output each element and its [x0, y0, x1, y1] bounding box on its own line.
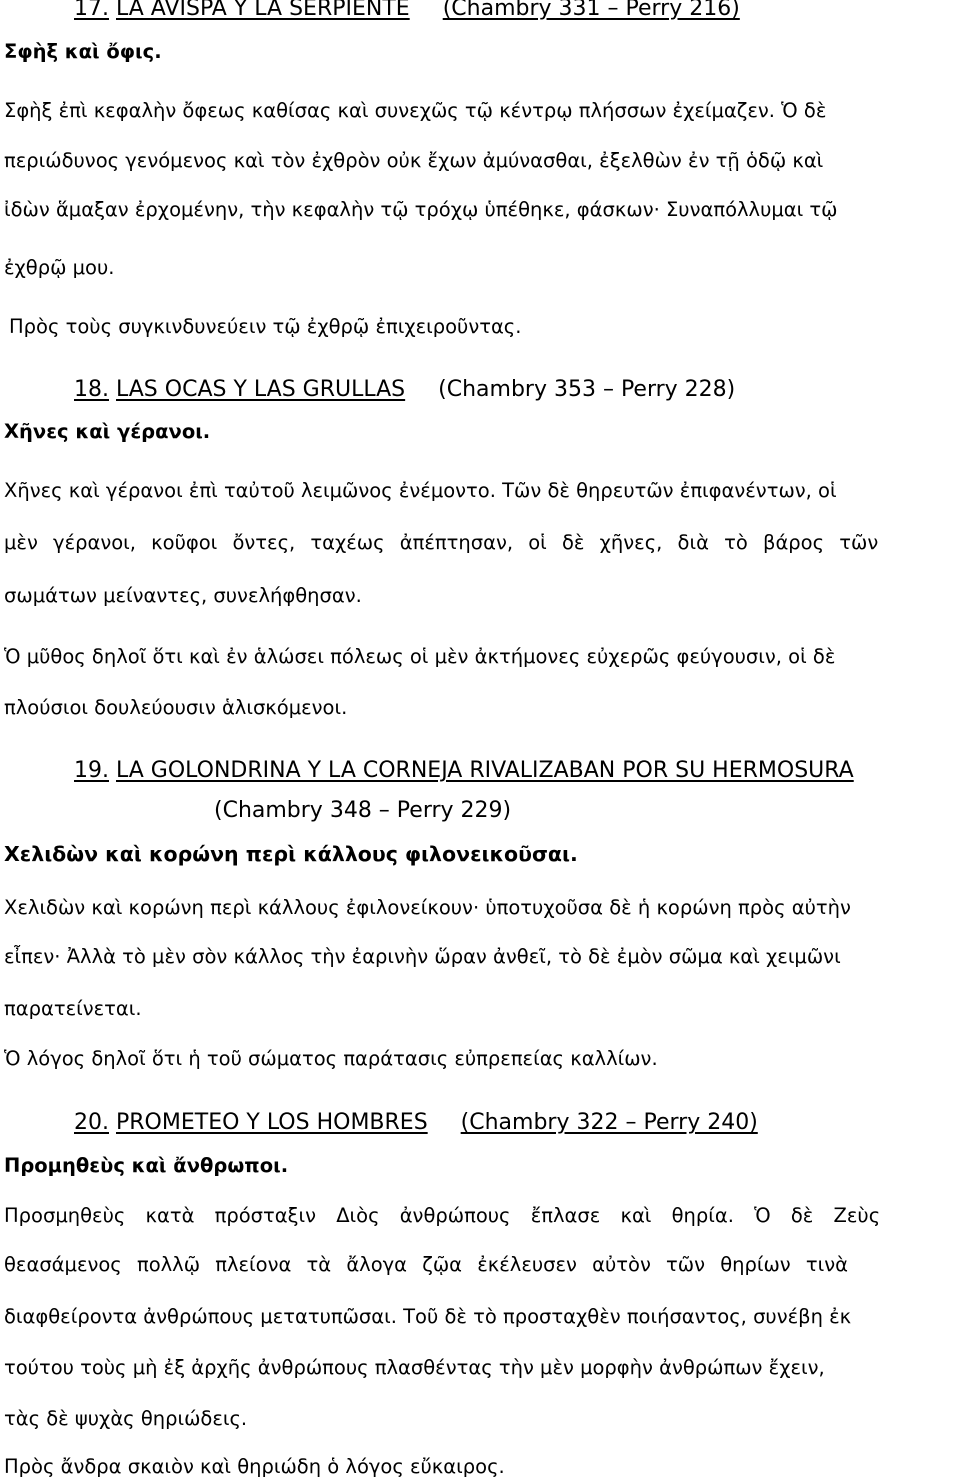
- fable-18-text-line: σωμάτων μείναντες, συνελήφθησαν.: [4, 584, 362, 607]
- fable-20-heading: [74, 1110, 956, 1136]
- fable-19-title: LA GOLONDRINA Y LA CORNEJA RIVALIZABAN POR SU HERMOSURA: [116, 758, 854, 783]
- fable-20-moral: Πρὸς ἄνδρα σκαιὸν καὶ θηριώδη ὁ λόγος εὔκαιρος.: [4, 1455, 505, 1478]
- fable-19-text-line: παρατείνεται.: [4, 997, 142, 1020]
- fable-20-ref: (Chambry 322 – Perry 240): [460, 1110, 758, 1135]
- fable-19-text-line: εἶπεν· Ἀλλὰ τὸ μὲν σὸν κάλλος τὴν ἐαρινὴν ὥραν ἀνθεῖ, τὸ δὲ ἐμὸν σῶμα καὶ χειμῶνι: [4, 945, 841, 968]
- fable-19-text-line: Χελιδὼν καὶ κορώνη περὶ κάλλους ἐφιλονείκουν· ὑποτυχοῦσα δὲ ἡ κορώνη πρὸς αὐτὴν: [4, 896, 851, 919]
- fable-18-ref: (Chambry 353 – Perry 228): [438, 377, 736, 402]
- fable-17-text-line: ἰδὼν ἅμαξαν ἐρχομένην, τὴν κεφαλὴν τῷ τρόχῳ ὑπέθηκε, φάσκων· Συναπόλλυμαι τῷ: [4, 198, 838, 221]
- fable-20-text-line: Προσμηθεὺς κατὰ πρόσταξιν Διὸς ἀνθρώπους ἔπλασε καὶ θηρία. Ὁ δὲ Ζεὺς: [4, 1204, 881, 1227]
- fable-18-number: 18.: [74, 377, 109, 402]
- fable-18-text-line: Χῆνες καὶ γέρανοι ἐπὶ ταὐτοῦ λειμῶνος ἐνέμοντο. Τῶν δὲ θηρευτῶν ἐπιφανέντων, οἱ: [4, 479, 837, 502]
- fable-20-text-line: τὰς δὲ ψυχὰς θηριώδεις.: [4, 1407, 248, 1430]
- fable-20-text-line: διαφθείροντα ἀνθρώπους μετατυπῶσαι. Τοῦ δὲ τὸ προσταχθὲν ποιήσαντος, συνέβη ἐκ: [4, 1305, 852, 1328]
- fable-17-heading: [74, 0, 956, 22]
- fable-20-number: 20.: [74, 1110, 109, 1135]
- fable-19-ref: (Chambry 348 – Perry 229): [214, 798, 512, 823]
- fable-19-greek-title: Χελιδὼν καὶ κορώνη περὶ κάλλους φιλονεικοῦσαι.: [4, 842, 578, 866]
- fable-17-number: 17.: [74, 0, 109, 21]
- fable-18-moral: πλούσιοι δουλεύουσιν ἁλισκόμενοι.: [4, 696, 348, 719]
- fable-17-title: LA AVISPA Y LA SERPIENTE: [116, 0, 410, 21]
- fable-18-greek-title: Χῆνες καὶ γέρανοι.: [4, 420, 211, 443]
- fable-18-title: LAS OCAS Y LAS GRULLAS: [116, 377, 406, 402]
- fable-18-heading: [74, 377, 956, 403]
- fable-19-moral: Ὁ λόγος δηλοῖ ὅτι ἡ τοῦ σώματος παράτασις εὐπρεπείας καλλίων.: [4, 1047, 658, 1070]
- fable-17-moral: Πρὸς τοὺς συγκινδυνεύειν τῷ ἐχθρῷ ἐπιχειροῦντας.: [9, 315, 522, 338]
- fable-17-text-line: ἐχθρῷ μου.: [4, 256, 115, 279]
- fable-20-text-line: θεασάμενος πολλῷ πλείονα τὰ ἄλογα ζῷα ἐκέλευσεν αὐτὸν τῶν θηρίων τινὰ: [4, 1253, 848, 1276]
- fable-18-text-line: μὲν γέρανοι, κοῦφοι ὄντες, ταχέως ἀπέπτησαν, οἱ δὲ χῆνες, διὰ τὸ βάρος τῶν: [4, 531, 879, 554]
- fable-17-ref: (Chambry 331 – Perry 216): [442, 0, 740, 21]
- fable-19-number: 19.: [74, 758, 109, 783]
- fable-19-heading: [74, 758, 956, 784]
- fable-17-greek-title: Σφὴξ καὶ ὄφις.: [4, 40, 162, 63]
- fable-18-moral: Ὁ μῦθος δηλοῖ ὅτι καὶ ἐν ἁλώσει πόλεως οἱ μὲν ἀκτήμονες εὐχερῶς φεύγουσιν, οἱ δὲ: [4, 645, 836, 668]
- fable-20-greek-title: Προμηθεὺς καὶ ἄνθρωποι.: [4, 1154, 289, 1177]
- fable-20-text-line: τούτου τοὺς μὴ ἐξ ἀρχῆς ἀνθρώπους πλασθέντας τὴν μὲν μορφὴν ἀνθρώπων ἔχειν,: [4, 1356, 825, 1379]
- fable-17-text-line: περιώδυνος γενόμενος καὶ τὸν ἐχθρὸν οὐκ ἔχων ἀμύνασθαι, ἐξελθὼν ἐν τῇ ὁδῷ καὶ: [4, 149, 824, 172]
- fable-20-title: PROMETEO Y LOS HOMBRES: [116, 1110, 428, 1135]
- fable-17-text-line: Σφὴξ ἐπὶ κεφαλὴν ὄφεως καθίσας καὶ συνεχῶς τῷ κέντρῳ πλήσσων ἐχείμαζεν. Ὁ δὲ: [4, 99, 827, 122]
